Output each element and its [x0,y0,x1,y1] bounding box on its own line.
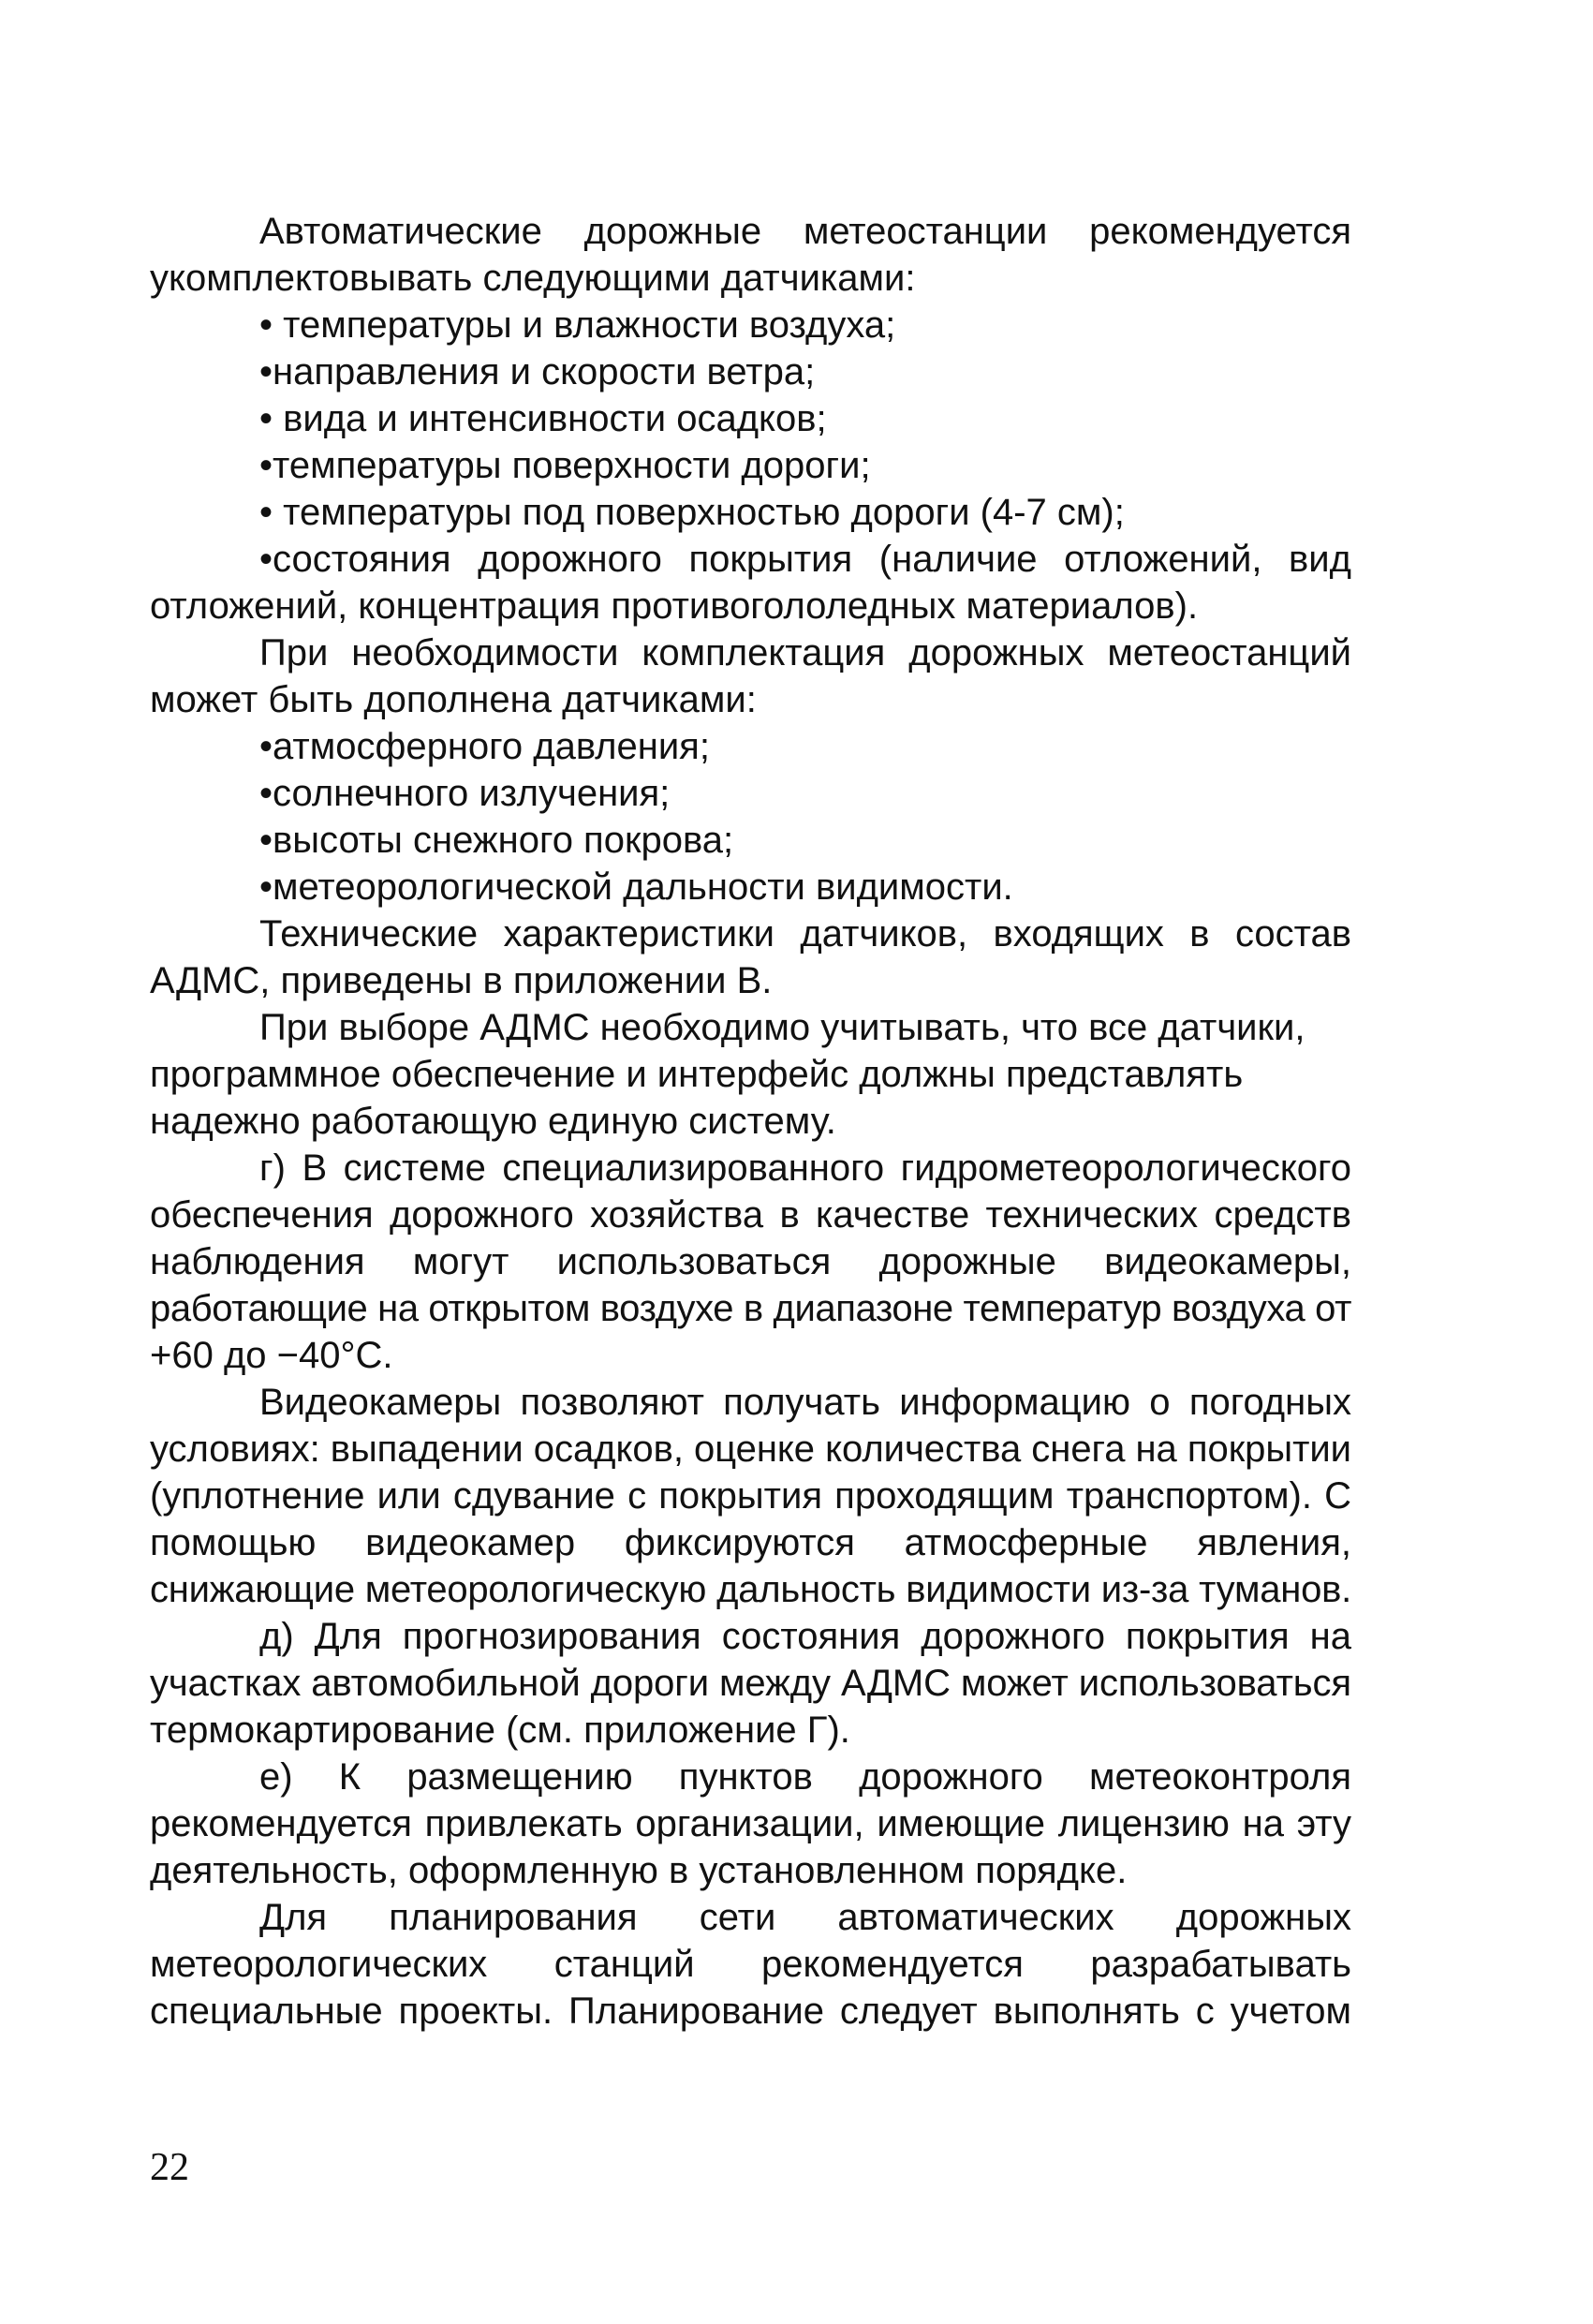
text-line: отложений, концентрация противогололедных материалов). [150,585,1199,627]
text-line: При выборе АДМС необходимо учитывать, что все датчики, [259,1007,1305,1048]
text-line: Видеокамеры позволяют получать информацию о погодных [259,1382,1351,1423]
list-item: •высоты снежного покрова; [259,820,734,861]
text-line: помощью видеокамер фиксируются атмосферные явления, [150,1522,1351,1563]
text-line: д) Для прогнозирования состояния дорожного покрытия на [259,1616,1351,1657]
page-number: 22 [150,2146,189,2189]
list-item: • температуры под поверхностью дороги (4-7 см); [259,492,1125,533]
text-line: +60 до −40°С. [150,1335,393,1376]
text-line: обеспечения дорожного хозяйства в качестве технических средств [150,1194,1351,1236]
text-line: Автоматические дорожные метеостанции рекомендуется [259,211,1351,252]
text-line: метеорологических станций рекомендуется разрабатывать [150,1944,1351,1985]
list-item: •метеорологической дальности видимости. [259,866,1013,908]
list-item: •солнечного излучения; [259,773,671,814]
text-line: Для планирования сети автоматических дорожных [259,1897,1351,1938]
list-item: •состояния дорожного покрытия (наличие отложений, вид [259,539,1351,580]
text-line: При необходимости комплектация дорожных метеостанций [259,632,1351,674]
text-line: АДМС, приведены в приложении В. [150,960,773,1001]
list-item: • вида и интенсивности осадков; [259,398,827,439]
list-item: • температуры и влажности воздуха; [259,304,896,346]
text-line: деятельность, оформленную в установленном порядке. [150,1850,1128,1891]
list-item: •атмосферного давления; [259,726,710,767]
text-line: укомплектовывать следующими датчиками: [150,258,916,299]
text-line: Технические характеристики датчиков, входящих в состав [259,913,1351,955]
text-line: условиях: выпадении осадков, оценке количества снега на покрытии [150,1428,1351,1470]
text-line: г) В системе специализированного гидрометеорологического [259,1147,1351,1189]
text-line: (уплотнение или сдувание с покрытия проходящим транспортом). С [150,1475,1351,1517]
text-line: надежно работающую единую систему. [150,1101,836,1142]
text-line: программное обеспечение и интерфейс должны представлять [150,1054,1244,1095]
text-line: работающие на открытом воздухе в диапазоне температур воздуха от [150,1288,1351,1329]
list-item: •температуры поверхности дороги; [259,445,871,486]
text-line: е) К размещению пунктов дорожного метеоконтроля [259,1756,1351,1798]
text-line: может быть дополнена датчиками: [150,679,757,720]
text-line: термокартирование (см. приложение Г). [150,1710,850,1751]
text-line: рекомендуется привлекать организации, имеющие лицензию на эту [150,1803,1351,1844]
list-item: •направления и скорости ветра; [259,351,816,392]
text-line: специальные проекты. Планирование следует выполнять с учетом [150,1991,1351,2032]
text-line: наблюдения могут использоваться дорожные видеокамеры, [150,1241,1351,1282]
text-line: снижающие метеорологическую дальность видимости из-за туманов. [150,1569,1351,1610]
document-body [150,208,1351,2035]
text-line: участках автомобильной дороги между АДМС может использоваться [150,1663,1351,1704]
